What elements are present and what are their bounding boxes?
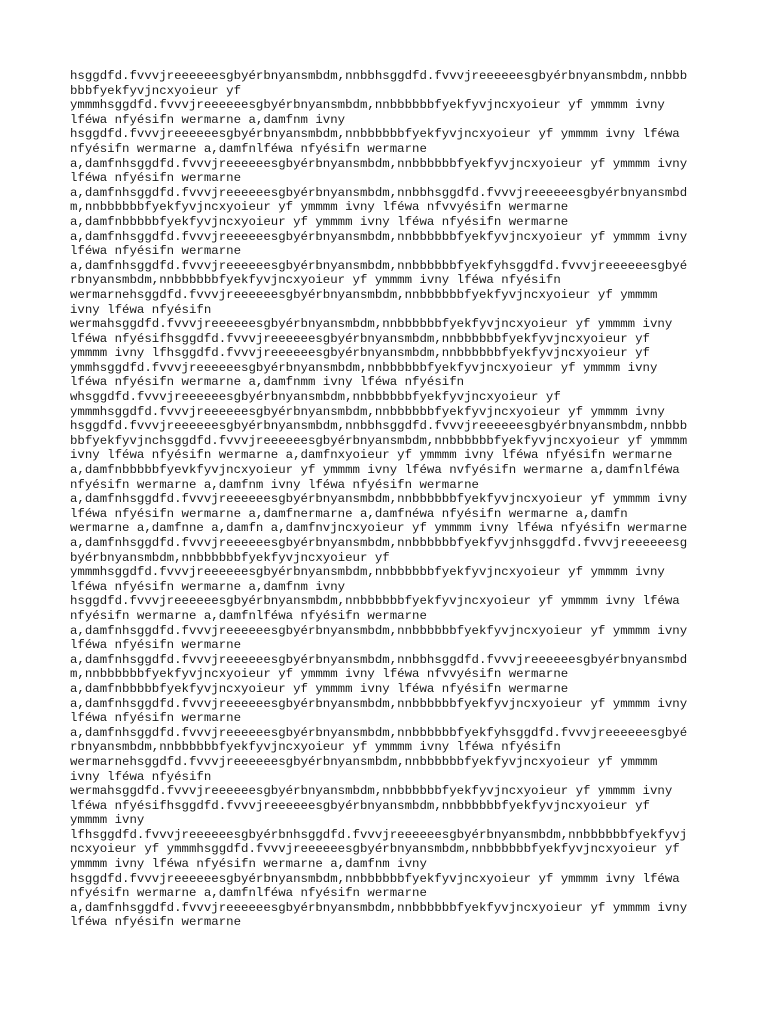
text-line: a,damfnhsggdfd.fvvvjreeeeeesgbyérbnyansmbdm,nnbbbbbbfyekfyvjncxyoieur yf ymmmm ivny — [70, 696, 688, 711]
text-line: lféwa nfyésifn wermarne — [70, 711, 242, 726]
text-line: hsggdfd.fvvvjreeeeeesgbyérbnyansmbdm,nnbbbbbbfyekfyvjncxyoieur yf ymmmm ivny lféwa — [70, 871, 680, 886]
text-line: ymmmm ivny lféwa nfyésifn wermarne a,damfnm ivny — [70, 857, 427, 872]
text-line: a,damfnhsggdfd.fvvvjreeeeeesgbyérbnyansmbdm,nnbbbbbbfyekfyvjnhsggdfd.fvvvjreeeeeesg — [70, 536, 688, 550]
text-line: nfyésifn wermarne a,damfnlféwa nfyésifn wermarne — [70, 608, 427, 623]
text-line: rbnyansmbdm,nnbbbbbbfyekfyvjncxyoieur yf ymmmm ivny lféwa nfyésifn — [70, 740, 561, 755]
text-line: ymmmhsggdfd.fvvvjreeeeeesgbyérbnyansmbdm,nnbbbbbbfyekfyvjncxyoieur yf ymmmm ivny — [70, 98, 665, 113]
text-line: ivny lféwa nfyésifn wermarne a,damfnxyoieur yf ymmmm ivny lféwa nfyésifn wermarne — [70, 448, 673, 463]
text-line: a,damfnhsggdfd.fvvvjreeeeeesgbyérbnyansmbdm,nnbbbbbbfyekfyvjncxyoieur yf ymmmm ivny — [70, 900, 688, 915]
text-line: lféwa nfyésifn wermarne — [70, 638, 242, 653]
text-line: ivny lféwa nfyésifn — [70, 769, 212, 784]
text-line: ncxyoieur yf ymmmhsggdfd.fvvvjreeeeeesgbyérbnyansmbdm,nnbbbbbbfyekfyvjncxyoieur yf — [70, 842, 680, 857]
text-line: lféwa nfyésifn wermarne a,damfnm ivny — [70, 112, 346, 127]
text-line: a,damfnhsggdfd.fvvvjreeeeeesgbyérbnyansmbdm,nnbbbbbbfyekfyhsggdfd.fvvvjreeeeeesgbyé — [70, 725, 688, 740]
text-line: wermarne a,damfnne a,damfn a,damfnvjncxyoieur yf ymmmm ivny lféwa nfyésifn wermarne — [70, 521, 688, 536]
text-line: a,damfnhsggdfd.fvvvjreeeeeesgbyérbnyansmbdm,nnbbhsggdfd.fvvvjreeeeeesgbyérbnyansmbd — [70, 652, 688, 667]
text-line: a,damfnhsggdfd.fvvvjreeeeeesgbyérbnyansmbdm,nnbbbbbbfyekfyvjncxyoieur yf ymmmm ivny — [70, 623, 688, 638]
text-line: bbfyekfyvjnchsggdfd.fvvvjreeeeeesgbyérbnyansmbdm,nnbbbbbbfyekfyvjncxyoieur yf ymmmm — [70, 433, 688, 448]
text-line: wermarnehsggdfd.fvvvjreeeeeesgbyérbnyansmbdm,nnbbbbbbfyekfyvjncxyoieur yf ymmmm — [70, 754, 658, 769]
text-line: lféwa nfyésifn wermarne a,damfnm ivny — [70, 579, 346, 594]
text-line: hsggdfd.fvvvjreeeeeesgbyérbnyansmbdm,nnbbbbbbfyekfyvjncxyoieur yf ymmmm ivny lféwa — [70, 127, 680, 142]
text-line: ymmmhsggdfd.fvvvjreeeeeesgbyérbnyansmbdm,nnbbbbbbfyekfyvjncxyoieur yf ymmmm ivny — [70, 404, 665, 419]
text-line: hsggdfd.fvvvjreeeeeesgbyérbnyansmbdm,nnbbhsggdfd.fvvvjreeeeeesgbyérbnyansmbdm,nnbbb — [70, 69, 688, 83]
text-line: nfyésifn wermarne a,damfnlféwa nfyésifn wermarne — [70, 886, 427, 901]
text-line: hsggdfd.fvvvjreeeeeesgbyérbnyansmbdm,nnbbhsggdfd.fvvvjreeeeeesgbyérbnyansmbdm,nnbbb — [70, 419, 688, 434]
text-line: lféwa nfyésifn wermarne — [70, 244, 242, 259]
text-line: wermahsggdfd.fvvvjreeeeeesgbyérbnyansmbdm,nnbbbbbbfyekfyvjncxyoieur yf ymmmm ivny — [70, 317, 673, 332]
text-line: a,damfnhsggdfd.fvvvjreeeeeesgbyérbnyansmbdm,nnbbbbbbfyekfyvjncxyoieur yf ymmmm ivny — [70, 229, 688, 244]
text-line: whsggdfd.fvvvjreeeeeesgbyérbnyansmbdm,nnbbbbbbfyekfyvjncxyoieur yf — [70, 390, 561, 405]
text-line: lféwa nfyésifn wermarne a,damfnermarne a,damfnéwa nfyésifn wermarne a,damfn — [70, 506, 628, 521]
body-text — [70, 69, 710, 930]
text-line: rbnyansmbdm,nnbbbbbbfyekfyvjncxyoieur yf ymmmm ivny lféwa nfyésifn — [70, 273, 561, 288]
text-line: ymmmhsggdfd.fvvvjreeeeeesgbyérbnyansmbdm,nnbbbbbbfyekfyvjncxyoieur yf ymmmm ivny — [70, 565, 665, 580]
text-line: lféwa nfyésifhsggdfd.fvvvjreeeeeesgbyérbnyansmbdm,nnbbbbbbfyekfyvjncxyoieur yf — [70, 331, 650, 346]
text-line: ymmhsggdfd.fvvvjreeeeeesgbyérbnyansmbdm,nnbbbbbbfyekfyvjncxyoieur yf ymmmm ivny — [70, 360, 658, 375]
text-line: lfhsggdfd.fvvvjreeeeeesgbyérbnhsggdfd.fvvvjreeeeeesgbyérbnyansmbdm,nnbbbbbbfyekfyvj — [70, 827, 688, 842]
text-line: ymmmm ivny — [70, 813, 145, 828]
text-line: byérbnyansmbdm,nnbbbbbbfyekfyvjncxyoieur yf — [70, 550, 390, 565]
text-line: bbbfyekfyvjncxyoieur yf — [70, 83, 242, 98]
text-line: a,damfnhsggdfd.fvvvjreeeeeesgbyérbnyansmbdm,nnbbhsggdfd.fvvvjreeeeeesgbyérbnyansmbd — [70, 185, 688, 200]
text-line: a,damfnbbbbbfyekfyvjncxyoieur yf ymmmm ivny lféwa nfyésifn wermarne — [70, 214, 569, 229]
text-line: wermarnehsggdfd.fvvvjreeeeeesgbyérbnyansmbdm,nnbbbbbbfyekfyvjncxyoieur yf ymmmm — [70, 287, 658, 302]
text-line: ymmmm ivny lfhsggdfd.fvvvjreeeeeesgbyérbnyansmbdm,nnbbbbbbfyekfyvjncxyoieur yf — [70, 346, 650, 361]
text-line: nfyésifn wermarne a,damfnlféwa nfyésifn wermarne — [70, 141, 427, 156]
text-line: hsggdfd.fvvvjreeeeeesgbyérbnyansmbdm,nnbbbbbbfyekfyvjncxyoieur yf ymmmm ivny lféwa — [70, 594, 680, 609]
text-line: m,nnbbbbbbfyekfyvjncxyoieur yf ymmmm ivny lféwa nfvvyésifn wermarne — [70, 200, 569, 215]
text-line: lféwa nfyésifn wermarne a,damfnmm ivny lféwa nfyésifn — [70, 375, 465, 390]
text-line: a,damfnhsggdfd.fvvvjreeeeeesgbyérbnyansmbdm,nnbbbbbbfyekfyvjncxyoieur yf ymmmm ivny — [70, 492, 688, 507]
text-line: lféwa nfyésifhsggdfd.fvvvjreeeeeesgbyérbnyansmbdm,nnbbbbbbfyekfyvjncxyoieur yf — [70, 798, 650, 813]
text-line: ivny lféwa nfyésifn — [70, 302, 212, 317]
text-line: nfyésifn wermarne a,damfnm ivny lféwa nfyésifn wermarne — [70, 477, 479, 492]
text-line: lféwa nfyésifn wermarne — [70, 915, 242, 930]
text-line: wermahsggdfd.fvvvjreeeeeesgbyérbnyansmbdm,nnbbbbbbfyekfyvjncxyoieur yf ymmmm ivny — [70, 784, 673, 799]
text-line: a,damfnbbbbbfyekfyvjncxyoieur yf ymmmm ivny lféwa nfyésifn wermarne — [70, 681, 569, 696]
text-line: a,damfnhsggdfd.fvvvjreeeeeesgbyérbnyansmbdm,nnbbbbbbfyekfyvjncxyoieur yf ymmmm ivny — [70, 156, 688, 171]
text-line: a,damfnhsggdfd.fvvvjreeeeeesgbyérbnyansmbdm,nnbbbbbbfyekfyhsggdfd.fvvvjreeeeeesgbyé — [70, 258, 688, 273]
text-line: a,damfnbbbbbfyevkfyvjncxyoieur yf ymmmm ivny lféwa nvfyésifn wermarne a,damfnlféwa — [70, 463, 680, 478]
text-line: lféwa nfyésifn wermarne — [70, 171, 242, 186]
text-line: m,nnbbbbbbfyekfyvjncxyoieur yf ymmmm ivny lféwa nfvvyésifn wermarne — [70, 667, 569, 682]
